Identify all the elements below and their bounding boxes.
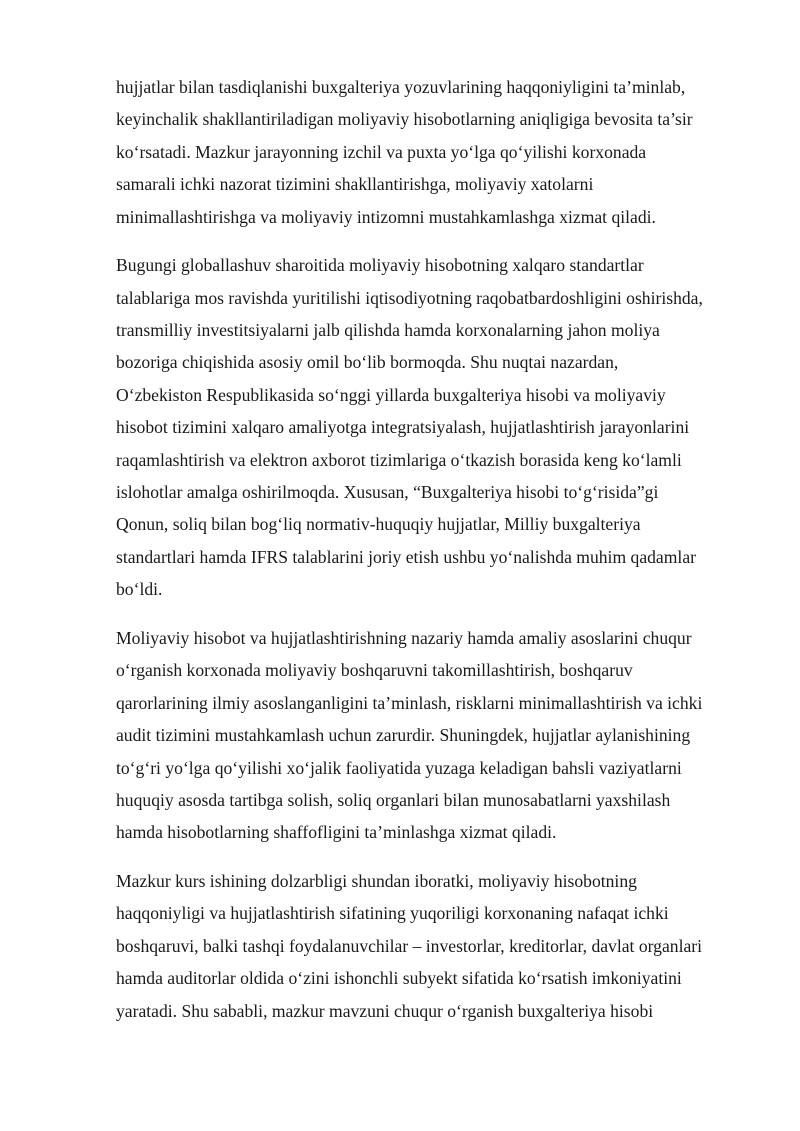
text-line: boshqaruvi, balki tashqi foydalanuvchilar – investorlar, kreditorlar, davlat organlari <box>116 935 703 956</box>
text-line: hamda hisobotlarning shaffofligini ta’minlashga xizmat qiladi. <box>116 822 557 843</box>
text-line: hamda auditorlar oldida o‘zini ishonchli subyekt sifatida ko‘rsatish imkoniyatini <box>116 968 682 989</box>
document-body <box>116 71 748 1043</box>
text-line: qarorlarining ilmiy asoslanganligini ta’minlash, risklarni minimallashtirish va ichki <box>116 692 703 713</box>
text-line: yaratadi. Shu sababli, mazkur mavzuni chuqur o‘rganish buxgalteriya hisobi <box>116 1000 654 1021</box>
paragraph-2 <box>116 249 748 605</box>
text-line: haqqoniyligi va hujjatlashtirish sifatining yuqoriligi korxonaning nafaqat ichki <box>116 903 669 924</box>
text-line: huquqiy asosda tartibga solish, soliq organlari bilan munosabatlarni yaxshilash <box>116 789 671 810</box>
text-line: standartlari hamda IFRS talablarini joriy etish ushbu yo‘nalishda muhim qadamlar <box>116 546 696 567</box>
text-line: transmilliy investitsiyalarni jalb qilishda hamda korxonalarning jahon moliya <box>116 320 660 341</box>
text-line: Moliyaviy hisobot va hujjatlashtirishning nazariy hamda amaliy asoslarini chuqur <box>116 627 692 648</box>
text-line: to‘g‘ri yo‘lga qo‘yilishi xo‘jalik faoliyatida yuzaga keladigan bahsli vaziyatlarni <box>116 757 682 778</box>
text-line: bozoriga chiqishida asosiy omil bo‘lib bormoqda. Shu nuqtai nazardan, <box>116 352 619 373</box>
text-line: talablariga mos ravishda yuritilishi iqtisodiyotning raqobatbardoshligini oshirishda, <box>116 287 703 308</box>
paragraph-1 <box>116 71 748 233</box>
text-line: Bugungi globallashuv sharoitida moliyaviy hisobotning xalqaro standartlar <box>116 255 644 276</box>
text-line: minimallashtirishga va moliyaviy intizomni mustahkamlashga xizmat qiladi. <box>116 206 656 227</box>
text-line: ko‘rsatadi. Mazkur jarayonning izchil va puxta yo‘lga qo‘yilishi korxonada <box>116 141 647 162</box>
text-line: hisobot tizimini xalqaro amaliyotga integratsiyalash, hujjatlashtirish jarayonlarini <box>116 417 690 438</box>
text-line: Mazkur kurs ishining dolzarbligi shundan iboratki, moliyaviy hisobotning <box>116 870 637 891</box>
text-line: bo‘ldi. <box>116 579 163 600</box>
text-line: audit tizimini mustahkamlash uchun zarurdir. Shuningdek, hujjatlar aylanishining <box>116 725 691 746</box>
text-line: o‘rganish korxonada moliyaviy boshqaruvni takomillashtirish, boshqaruv <box>116 660 633 681</box>
text-line: keyinchalik shakllantiriladigan moliyaviy hisobotlarning aniqligiga bevosita ta’sir <box>116 109 693 130</box>
text-line: samarali ichki nazorat tizimini shakllantirishga, moliyaviy xatolarni <box>116 174 594 195</box>
text-line: raqamlashtirish va elektron axborot tizimlariga o‘tkazish borasida keng ko‘lamli <box>116 449 682 470</box>
text-line: hujjatlar bilan tasdiqlanishi buxgalteriya yozuvlarining haqqoniyligini ta’minlab, <box>116 77 686 97</box>
text-line: Qonun, soliq bilan bog‘liq normativ-huquqiy hujjatlar, Milliy buxgalteriya <box>116 514 641 535</box>
text-line: islohotlar amalga oshirilmoqda. Xususan, “Buxgalteriya hisobi to‘g‘risida”gi <box>116 482 659 503</box>
text-line: O‘zbekiston Respublikasida so‘nggi yillarda buxgalteriya hisobi va moliyaviy <box>116 384 666 405</box>
paragraph-3 <box>116 622 748 849</box>
paragraph-4 <box>116 865 748 1027</box>
